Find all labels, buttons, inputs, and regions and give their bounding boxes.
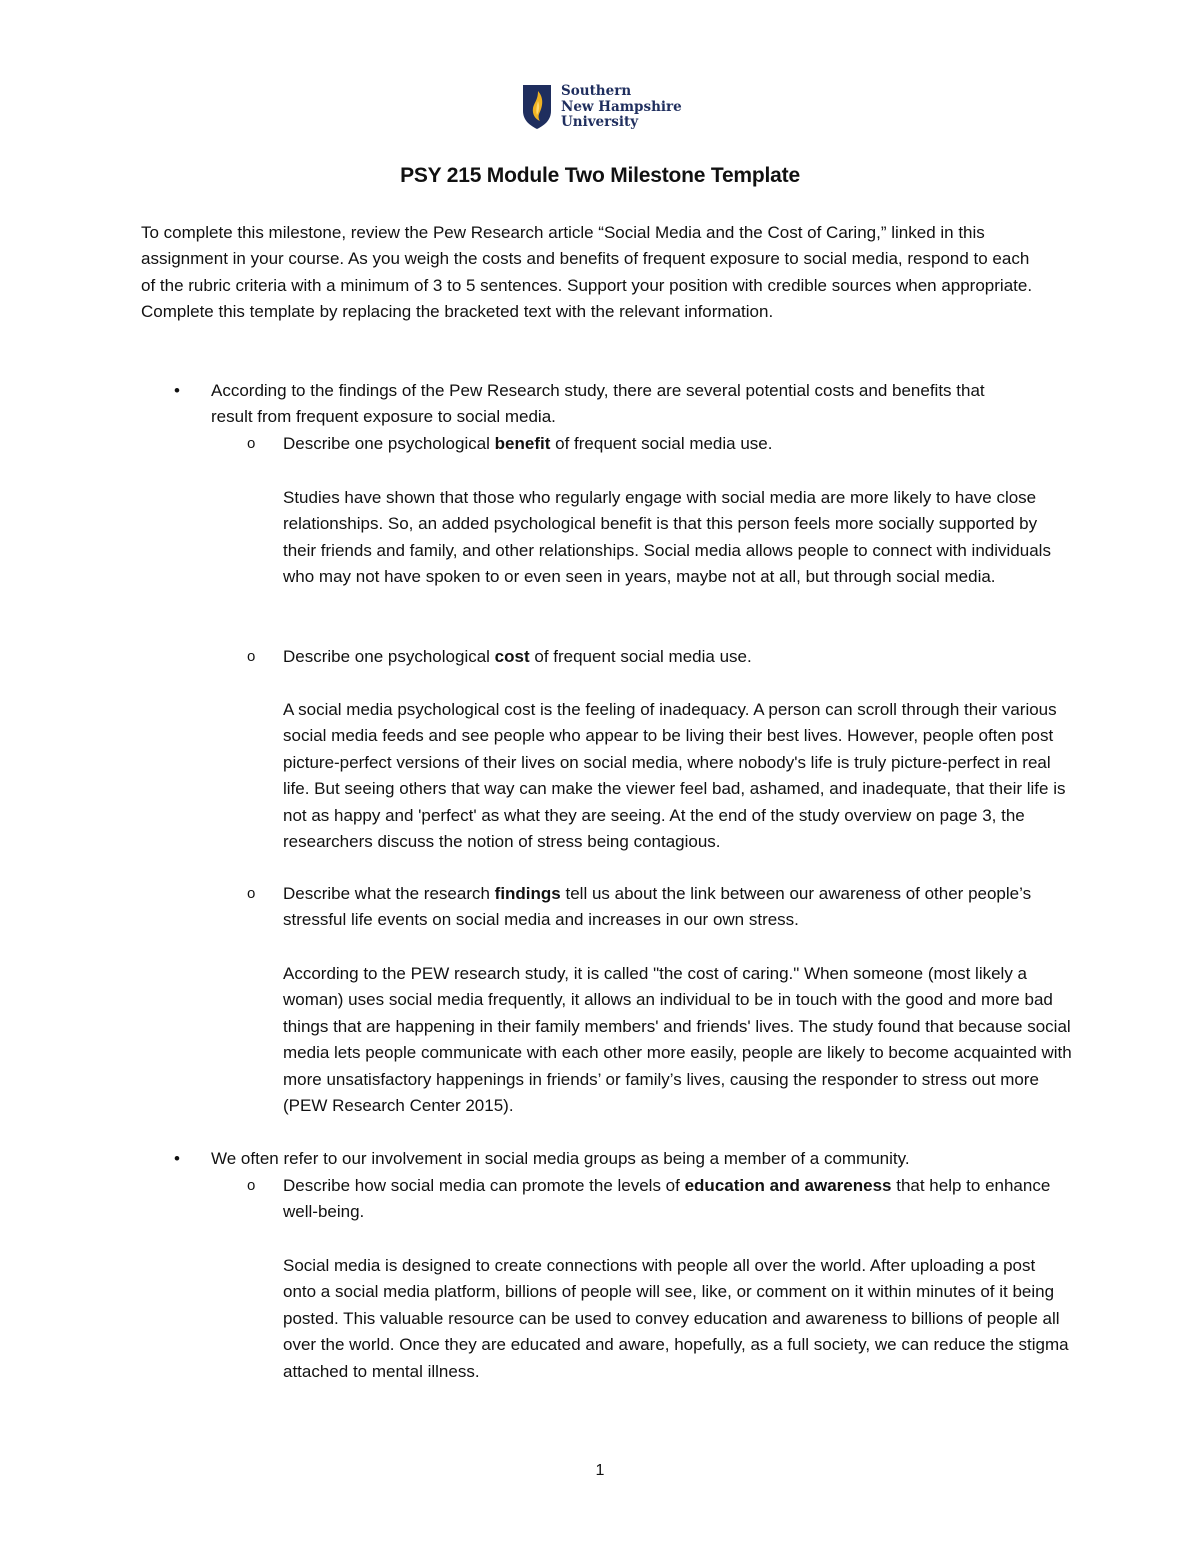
answer-3: According to the PEW research study, it is called "the cost of caring." When someone (most likely a woman) uses social media frequently, it allows an individual to be in touch with the good and more bad things that are happening in their family members' and friends' lives. The study found that because social media lets people communicate with each other more easily, people are likely to become acquainted with more unsatisfactory happenings in friends’ or family’s lives, causing the responder to stress out more (PEW Research Center 2015).	[283, 964, 1072, 1116]
sub-marker-1: o	[247, 435, 256, 452]
shield-flame-icon	[522, 84, 552, 130]
logo-line-3: University	[561, 114, 639, 130]
question-1-bold: benefit	[494, 434, 551, 453]
question-2-after: of frequent social media use.	[529, 647, 752, 666]
bullet-2-text: We often refer to our involvement in social media groups as being a member of a community.	[211, 1149, 910, 1168]
answer-2: A social media psychological cost is the feeling of inadequacy. A person can scroll through their various social media feeds and see people who appear to be living their best lives. However, people often post picture-perfect versions of their lives on social media, where nobody's life is truly picture-perfect in real life. But seeing others that way can make the viewer feel bad, ashamed, and inadequate, that their life is not as happy and 'perfect' as what they are seeing. At the end of the study overview on page 3, the researchers discuss the notion of stress being contagious.	[283, 700, 1066, 852]
question-4	[283, 1173, 1063, 1226]
bullet-marker-1: •	[174, 381, 180, 400]
question-4-before: Describe how social media can promote the levels of	[283, 1176, 685, 1195]
question-1-after: of frequent social media use.	[550, 434, 773, 453]
bullet-1-text: According to the findings of the Pew Research study, there are several potential costs and benefits that result from frequent exposure to social media.	[211, 381, 985, 427]
question-2-bold: cost	[494, 647, 530, 666]
answer-4: Social media is designed to create connections with people all over the world. After uploading a post onto a social media platform, billions of people will see, like, or comment on it within minutes of it being posted. This valuable resource can be used to convey education and awareness to billions of people all over the world. Once they are educated and aware, hopefully, as a full society, we can reduce the stigma attached to mental illness.	[283, 1256, 1069, 1381]
logo-wordmark	[561, 84, 682, 131]
question-4-after: that help to enhance well-being.	[283, 1176, 1051, 1222]
sub-marker-2: o	[247, 648, 256, 665]
question-2-before: Describe one psychological	[283, 647, 495, 666]
logo-line-1: Southern	[561, 83, 632, 99]
sub-marker-4: o	[247, 1177, 256, 1194]
question-3-after: tell us about the link between our awareness of other people’s stressful life events on social media and increases in our own stress.	[283, 884, 1032, 930]
answer-1: Studies have shown that those who regularly engage with social media are more likely to have close relationships. So, an added psychological benefit is that this person feels more socially supported by their friends and family, and other relationships. Social media allows people to connect with individuals who may not have spoken to or even seen in years, maybe not at all, but through social media.	[283, 488, 1051, 587]
question-1	[283, 431, 1063, 457]
question-4-bold: education and awareness	[684, 1176, 892, 1195]
university-logo	[522, 84, 682, 131]
sub-marker-3: o	[247, 885, 256, 902]
question-3	[283, 881, 1063, 934]
logo-line-2: New Hampshire	[561, 98, 682, 115]
question-1-before: Describe one psychological	[283, 434, 495, 453]
document-title: PSY 215 Module Two Milestone Template	[400, 164, 800, 187]
intro-paragraph: To complete this milestone, review the Pew Research article “Social Media and the Cost of Caring,” linked in this assignment in your course. As you weigh the costs and benefits of frequent exposure to social media, respond to each of the rubric criteria with a minimum of 3 to 5 sentences. Support your position with credible sources when appropriate. Complete this template by replacing the bracketed text with the relevant information.	[141, 223, 1033, 322]
page-number: 1	[595, 1462, 605, 1479]
bullet-marker-2: •	[174, 1149, 180, 1168]
question-3-bold: findings	[494, 884, 561, 903]
question-2	[283, 644, 1063, 670]
question-3-before: Describe what the research	[283, 884, 495, 903]
